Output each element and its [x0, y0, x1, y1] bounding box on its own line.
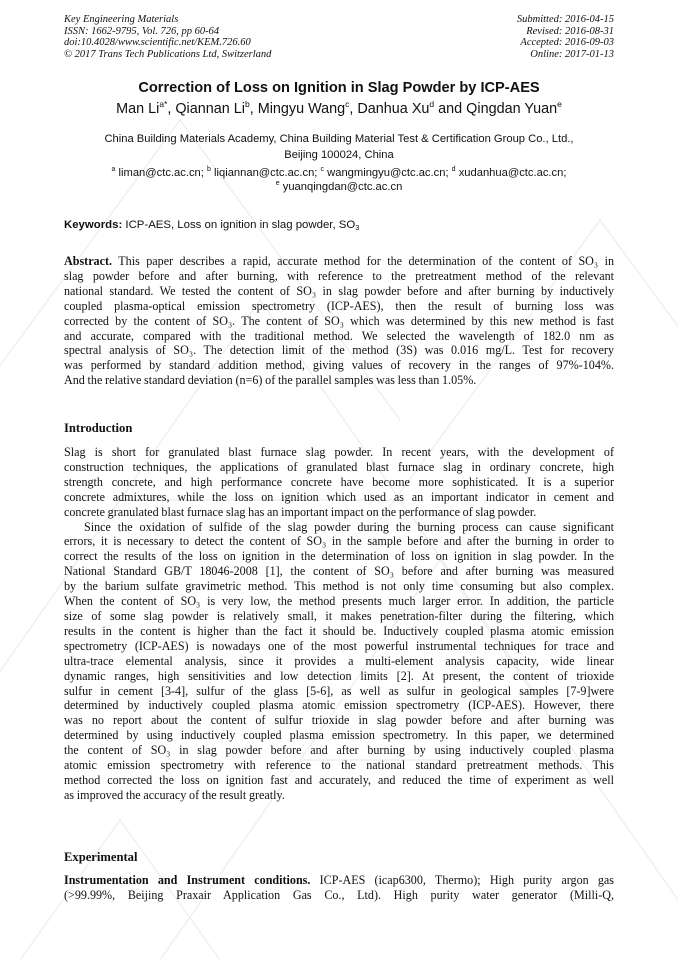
journal-name: Key Engineering Materials [64, 14, 179, 25]
date-accepted: Accepted: 2016-09-03 [520, 37, 614, 49]
author: Qingdan Yuan$^e$ [466, 99, 562, 117]
author: Man $Li^{a*}$, [116, 99, 176, 117]
author-emails: $^a$ liman@ctc.ac.cn; $^b$ liqiannan@ctc.ac.cn; $^c$ wangmingyu@ctc.ac.cn; $^d$ xudanhua@ctc.ac.cn; $^e$ yuanqingdan@ctc.ac.cn [111, 166, 567, 193]
journal-header-right [517, 14, 614, 60]
paper-title: Correction of Loss on Ignition in Slag Powder by ICP-AES [138, 80, 540, 96]
keywords-text: ICP-AES, Loss on ignition in slag powder, SO [125, 219, 356, 231]
journal-doi: doi:10.4028/www.scientific.net/KEM.726.60 [64, 37, 251, 49]
date-revised: Revised: 2016-08-31 [526, 25, 614, 37]
subsection-label: Instrumentation and Instrument conditions. [64, 873, 311, 887]
email-link[interactable]: yuanqingdan@ctc.ac.cn [282, 181, 403, 193]
journal-issn: ISSN: 1662-9795, Vol. 726, pp 60-64 [64, 25, 220, 37]
keywords-label: Keywords: [64, 219, 123, 231]
section-heading-experimental: Experimental [64, 850, 138, 864]
author-list [20, 101, 658, 117]
section-heading-introduction: Introduction [64, 421, 133, 435]
email-link[interactable]: xudanhua@ctc.ac.cn; [458, 167, 567, 179]
keywords: Keywords: ICP-AES, Loss on ignition in slag powder, $SO_3$ [64, 219, 360, 232]
abstract-label: Abstract. [64, 254, 113, 268]
email-link[interactable]: liqiannan@ctc.ac.cn; [214, 167, 318, 179]
introduction-body: Slag is short for granulated blast furnace slag powder. In recent years, with the development of construction techniques, the applications of granulated blast furnace slag in ordinary concrete, high strength concrete, and high performance concrete have become more sophisticated. It is a superior concrete admixtures, while the loss on ignition which used as an important indicator in cement and concrete granulated blast furnace slag has an important impact on the performance of slag powder. Since the oxidation of sulfide of the slag powder during the burning process can cause significant errors, it is necessary to detect the content of SO₃ in the sample before and after the burning in order to correct the results of the loss on ignition in the determination of loss on ignition in slag powder. In the National Standard GB/T 18046-2008 [1], the content of SO₃ before and after burning was measured by the barium sulfate gravimetric method. This method is not only time consuming but also complex. When the content of SO₃ is very low, the method presents much larger error. In addition, the particle size of some slag powder is relatively small, it makes penetration-filter during the filtering, which results in the content is higher than the fact it should be. Inductively coupled plasma atomic emission spectrometry (ICP-AES) is nowadays one of the most powerful instrumental techniques for trace and ultra-trace elemental analysis, since it provides a multi-element analysis capacity, wide linear dynamic ranges, high sensitivities and low detection limits [2]. At present, the content of trioxide sulfur in cement [3-4], sulfur of the glass [5-6], as well as sulfur in geological samples [7-9]were determined by inductively coupled plasma atomic emission spectrometry (ICP-AES). However, there was no report about the content of sulfur trioxide in slag powder before and after burning was determined by using inductively coupled plasma emission spectrometry. In this paper, we determined the content of SO₃ in slag powder before and after burning by using inductively coupled plasma atomic emission spectrometry with reference to the national standard pretreatment methods. This method corrected the loss on ignition fast and accurately, and reduced the time of experiment as well as improved the accuracy of the result greatly. [64, 445, 614, 802]
journal-header-left [64, 14, 271, 60]
date-submitted: Submitted: 2016-04-15 [516, 14, 614, 25]
affiliation: China Building Materials Academy, China Building Material Test & Certification Group Co., Ltd., Beijing 100024, China [104, 133, 574, 161]
author: Mingyu Wang$^c$, [257, 99, 358, 117]
author: Danhua Xu$^d$ and [357, 99, 467, 117]
experimental-body: Instrumentation and Instrument conditions. ICP-AES (icap6300, Thermo); High purity argon gas (>99.99%, Beijing Praxair Application Gas Co., Ltd). High purity water generator (Milli-Q, [64, 873, 614, 902]
author: Qiannan Li$^b$, [175, 99, 258, 117]
date-online: Online: 2017-01-13 [530, 48, 614, 60]
abstract: Abstract. This paper describes a rapid, accurate method for the determination of the content of SO₃ in slag powder before and after burning, with reference to the pretreatment method of the relevant national standard. We tested the content of SO₃ in slag powder before and after burning by inductively coupled plasma-optical emission spectrometry (ICP-AES), then the result of burning loss was corrected by the content of SO₃. The content of SO₃ which was determined by this new method is fast and accurate, compared with the traditional method. We selected the wavelength of 182.0 nm as spectral analysis of SO₃. The detection limit of the method (3S) was 0.016 mg/L. Test for recovery was performed by standard addition method, giving values of recovery in the ranges of 97%-104%. And the relative standard deviation (n=6) of the parallel samples was less than 1.05%. [64, 254, 614, 388]
email-link[interactable]: liman@ctc.ac.cn; [118, 167, 204, 179]
email-link[interactable]: wangmingyu@ctc.ac.cn; [327, 167, 449, 179]
journal-copyright: © 2017 Trans Tech Publications Ltd, Switzerland [64, 48, 272, 60]
